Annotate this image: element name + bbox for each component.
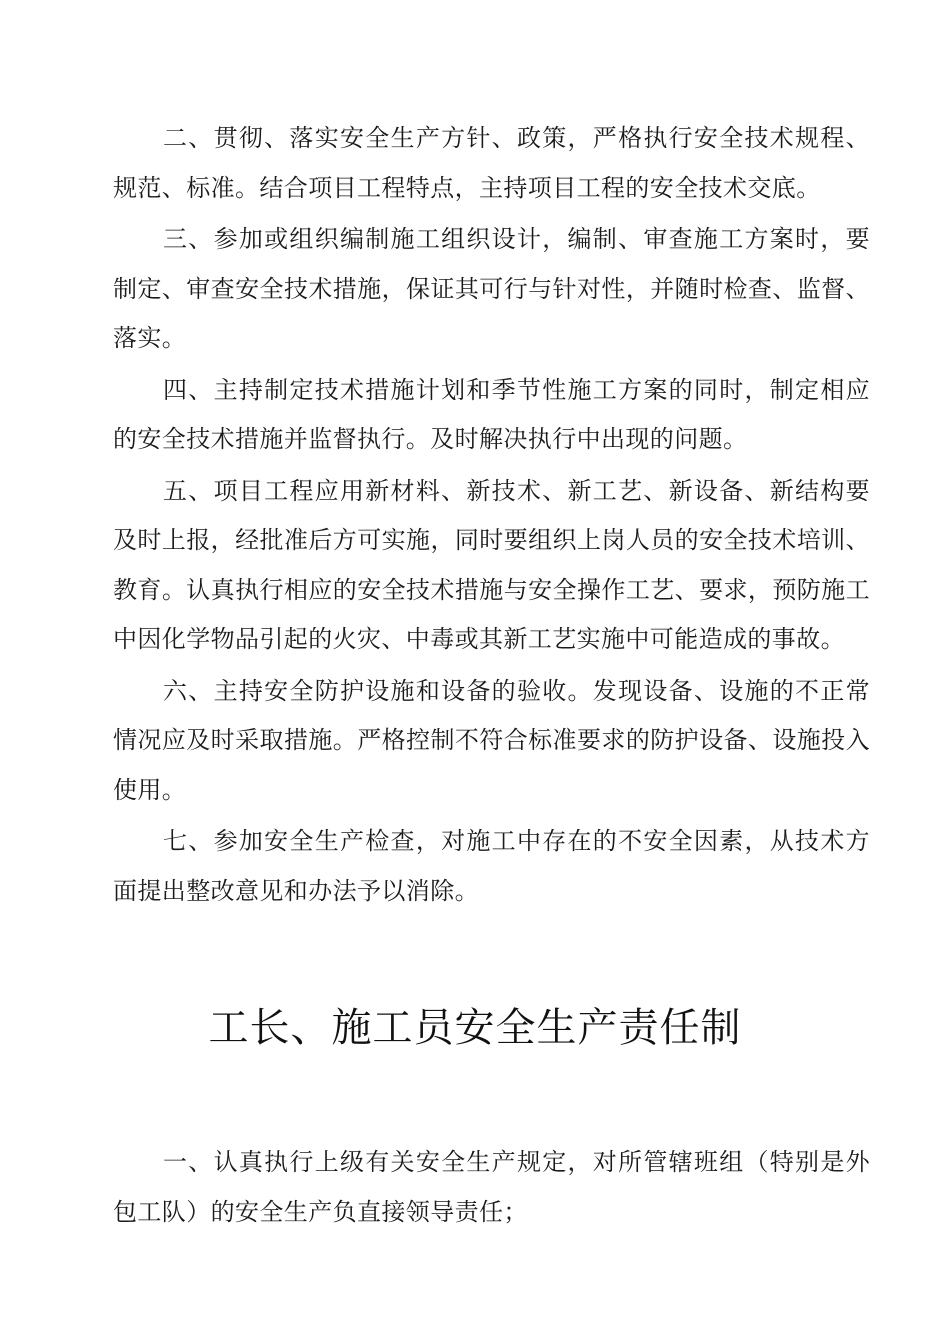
paragraph-item-1: 一、认真执行上级有关安全生产规定，对所管辖班组（特别是外包工队）的安全生产负直接领导责任； xyxy=(113,1148,870,1226)
paragraph-item-4: 四、主持制定技术措施计划和季节性施工方案的同时，制定相应的安全技术措施并监督执行。及时解决执行中出现的问题。 xyxy=(113,375,870,453)
section-title: 工长、施工员安全生产责任制 xyxy=(208,1005,742,1051)
paragraph-item-5: 五、项目工程应用新材料、新技术、新工艺、新设备、新结构要及时上报，经批准后方可实施，同时要组织上岗人员的安全技术培训、教育。认真执行相应的安全技术措施与安全操作工艺、要求，预防施工中因化学物品引起的火灾、中毒或其新工艺实施中可能造成的事故。 xyxy=(113,476,870,653)
paragraph-item-2: 二、贯彻、落实安全生产方针、政策，严格执行安全技术规程、规范、标准。结合项目工程特点，主持项目工程的安全技术交底。 xyxy=(113,124,870,202)
paragraph-item-6: 六、主持安全防护设施和设备的验收。发现设备、设施的不正常情况应及时采取措施。严格控制不符合标准要求的防护设备、设施投入使用。 xyxy=(113,676,870,804)
responsibility-list-new xyxy=(113,1138,870,1239)
paragraph-item-3: 三、参加或组织编制施工组织设计，编制、审查施工方案时，要制定、审查安全技术措施，保证其可行与针对性，并随时检查、监督、落实。 xyxy=(113,225,870,352)
responsibility-list-continued xyxy=(113,114,870,918)
paragraph-item-7: 七、参加安全生产检查，对施工中存在的不安全因素，从技术方面提出整改意见和办法予以消除。 xyxy=(113,827,870,905)
